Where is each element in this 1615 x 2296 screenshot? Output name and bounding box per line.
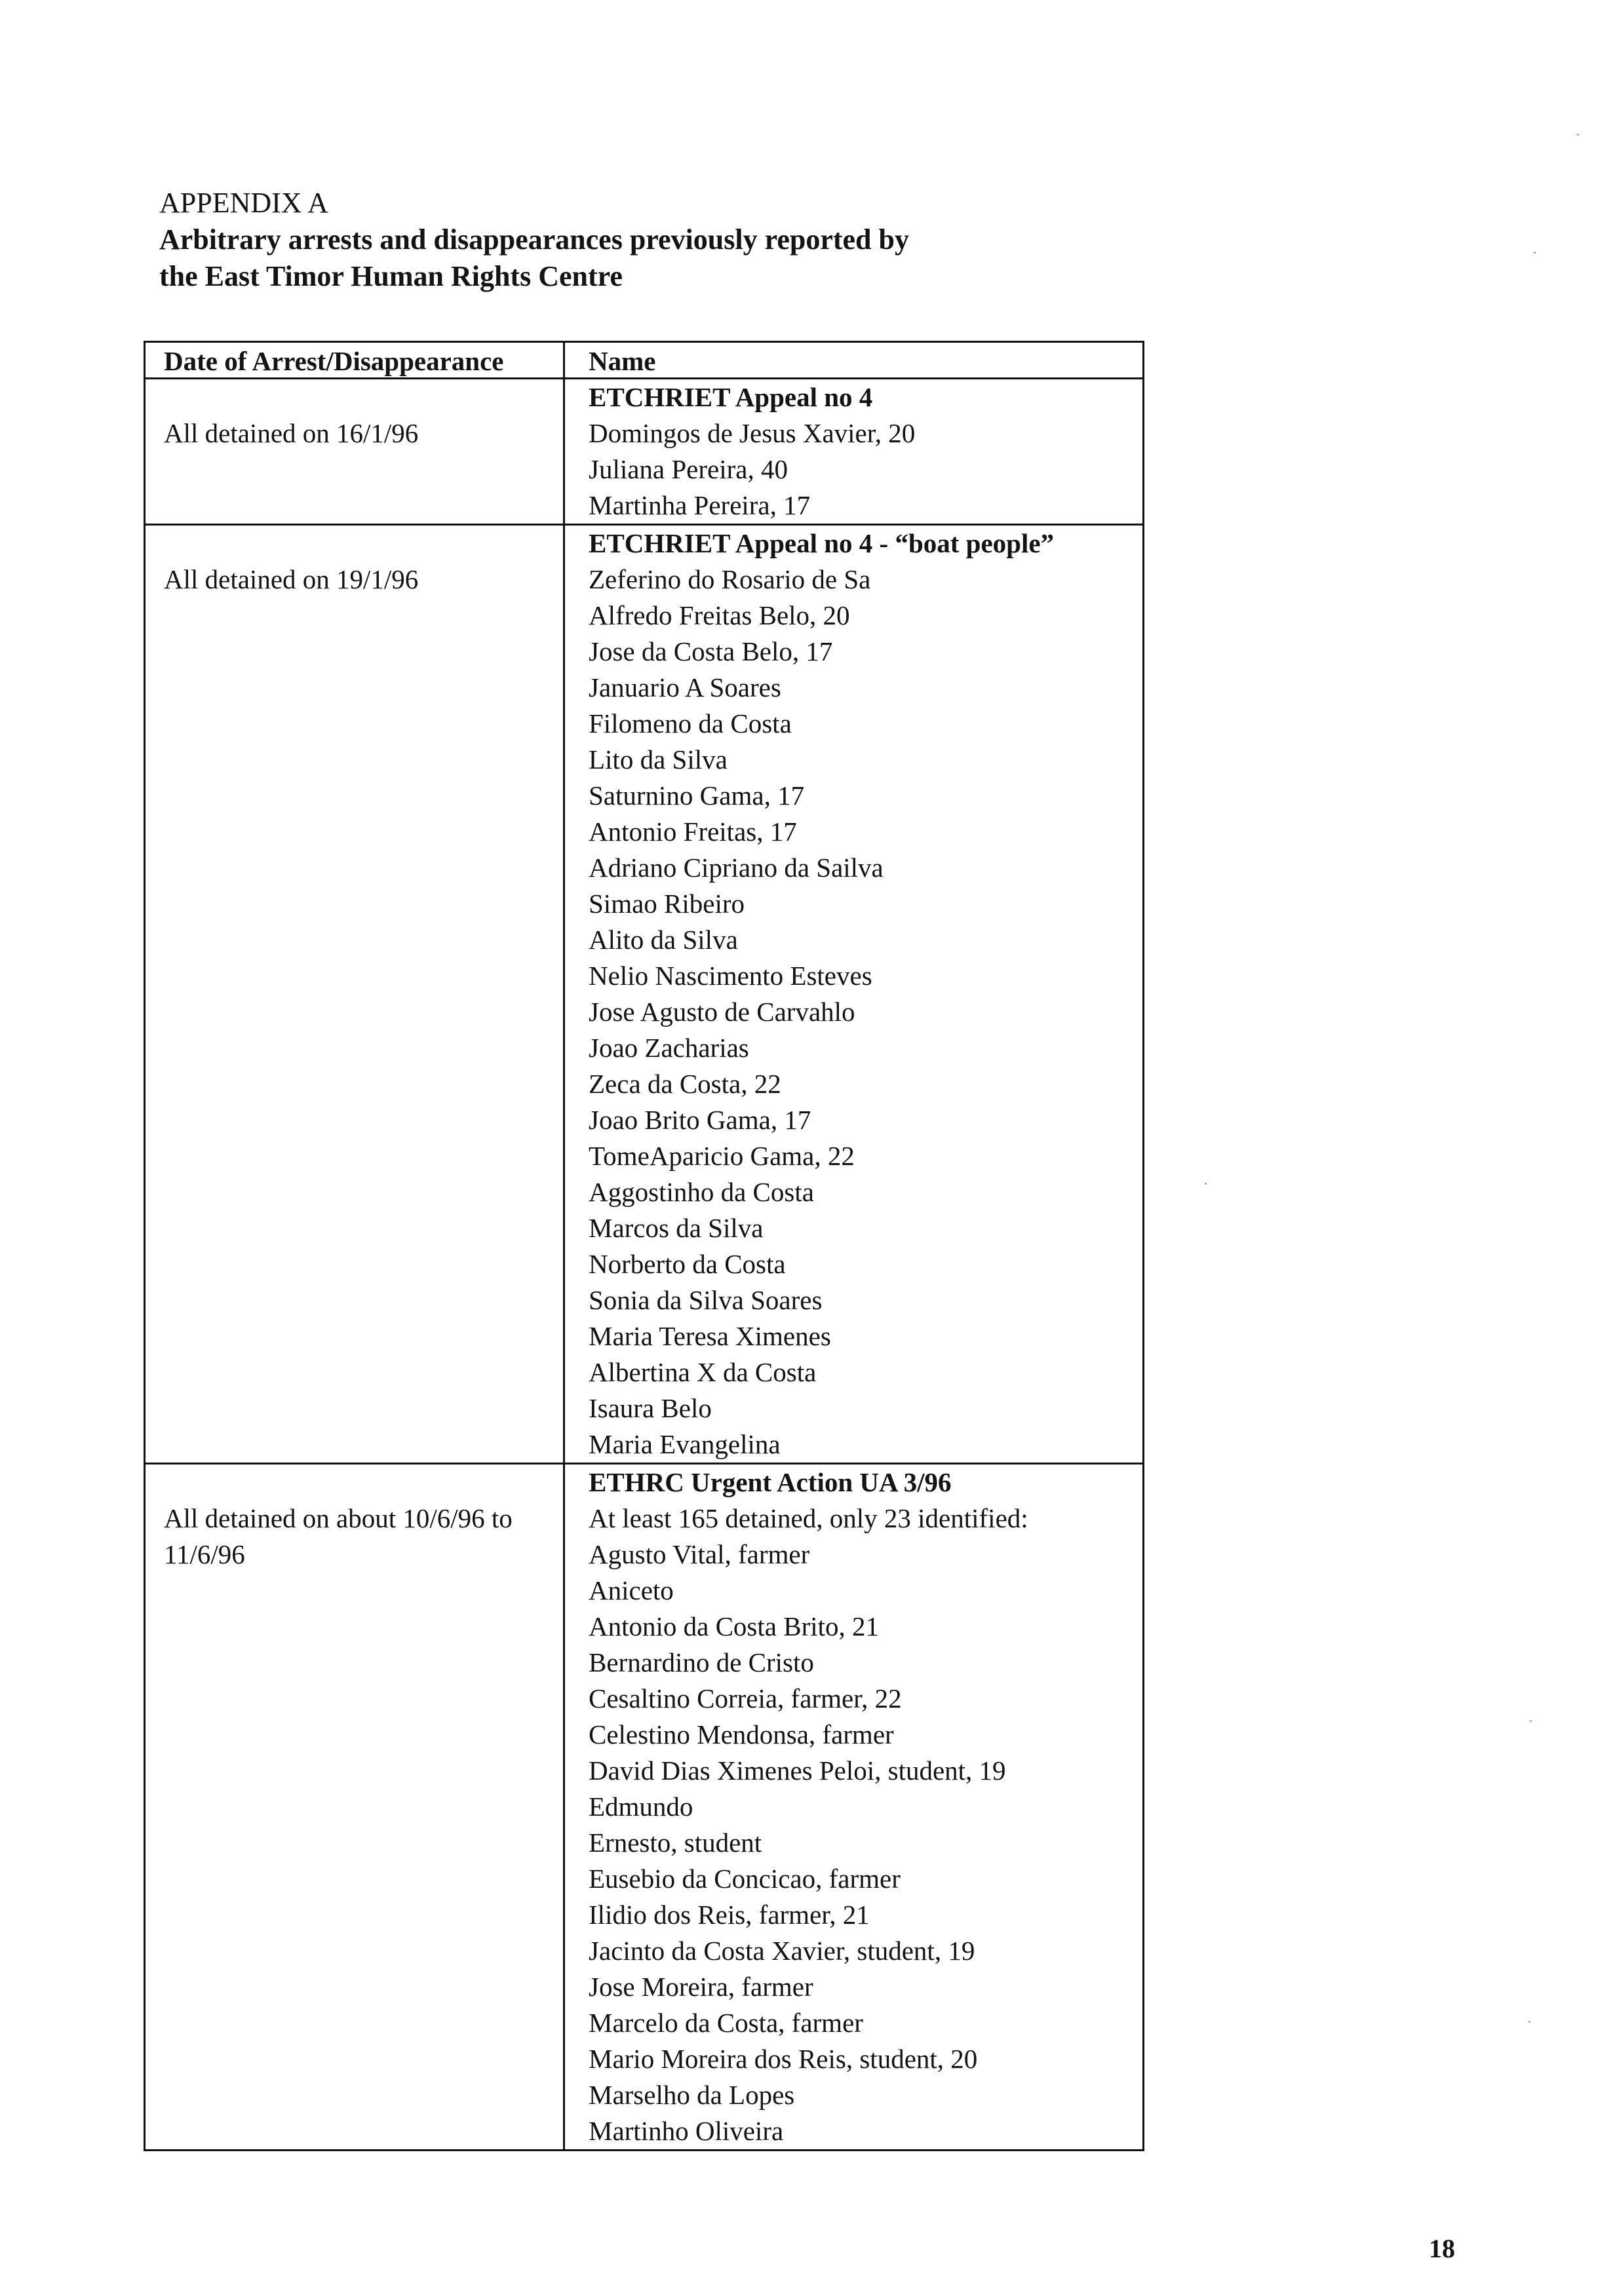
detainee-name: Celestino Mendonsa, farmer xyxy=(589,1719,894,1750)
appendix-label: APPENDIX A xyxy=(159,187,328,219)
arrests-table xyxy=(144,341,1144,2151)
detainee-name: Eusebio da Concicao, farmer xyxy=(589,1864,901,1894)
detainee-name: Mario Moreira dos Reis, student, 20 xyxy=(589,2044,978,2074)
detainee-name: TomeAparicio Gama, 22 xyxy=(589,1141,855,1171)
appeal-title: ETCHRIET Appeal no 4 xyxy=(589,382,873,412)
arrest-date-cell: All detained on 16/1/96 xyxy=(146,379,565,524)
detainee-name: Antonio da Costa Brito, 21 xyxy=(589,1611,880,1641)
detainee-name: Alito da Silva xyxy=(589,925,738,955)
detainee-name: Jacinto da Costa Xavier, student, 19 xyxy=(589,1936,975,1966)
detainee-name: Domingos de Jesus Xavier, 20 xyxy=(589,418,916,448)
name-column-header: Name xyxy=(589,346,656,376)
detainee-name: Edmundo xyxy=(589,1791,693,1822)
appeal-title: ETCHRIET Appeal no 4 - “boat people” xyxy=(589,528,1055,558)
table-row xyxy=(146,1464,1142,2149)
appendix-title-line-2: the East Timor Human Rights Centre xyxy=(159,260,623,292)
scan-speck xyxy=(1528,2021,1530,2023)
detainee-name: Zeferino do Rosario de Sa xyxy=(589,564,871,594)
date-column-header: Date of Arrest/Disappearance xyxy=(146,343,565,377)
detainee-name: Marcelo da Costa, farmer xyxy=(589,2008,863,2038)
names-cell xyxy=(565,1464,1142,2149)
table-row xyxy=(146,379,1142,526)
detainee-name: Maria Evangelina xyxy=(589,1429,781,1459)
detainee-name: Aggostinho da Costa xyxy=(589,1177,814,1207)
detainee-name: Alfredo Freitas Belo, 20 xyxy=(589,600,850,630)
detainee-name: Jose Moreira, farmer xyxy=(589,1972,813,2002)
arrest-date-cell: All detained on about 10/6/96 to 11/6/96 xyxy=(146,1464,565,2149)
page-number: 18 xyxy=(1429,2234,1455,2263)
detainee-name: Marcos da Silva xyxy=(589,1213,764,1243)
detainee-name: Antonio Freitas, 17 xyxy=(589,816,797,847)
detainee-name: Norberto da Costa xyxy=(589,1249,786,1279)
scan-speck xyxy=(1530,1720,1532,1722)
detainee-name: Maria Teresa Ximenes xyxy=(589,1321,831,1351)
detainee-name: Jose da Costa Belo, 17 xyxy=(589,636,833,666)
detainee-name: Marselho da Lopes xyxy=(589,2080,795,2110)
detainee-name: Joao Zacharias xyxy=(589,1033,749,1063)
detainee-name: Jose Agusto de Carvahlo xyxy=(589,997,855,1027)
detainee-name: Ernesto, student xyxy=(589,1827,762,1858)
names-cell xyxy=(565,379,1142,524)
detainee-name: Ilidio dos Reis, farmer, 21 xyxy=(589,1900,870,1930)
detainee-name: Sonia da Silva Soares xyxy=(589,1285,823,1315)
detainee-name: Martinho Oliveira xyxy=(589,2116,784,2146)
detainee-name: Joao Brito Gama, 17 xyxy=(589,1105,811,1135)
detainee-name: Adriano Cipriano da Sailva xyxy=(589,852,884,883)
detainee-name: David Dias Ximenes Peloi, student, 19 xyxy=(589,1755,1006,1786)
detainee-name: Filomeno da Costa xyxy=(589,708,792,738)
detainee-name: Aniceto xyxy=(589,1575,674,1605)
table-row xyxy=(146,526,1142,1464)
detainee-name: Cesaltino Correia, farmer, 22 xyxy=(589,1683,902,1713)
detainee-name: At least 165 detained, only 23 identified: xyxy=(589,1503,1028,1533)
detainee-name: Simao Ribeiro xyxy=(589,889,745,919)
detainee-name: Nelio Nascimento Esteves xyxy=(589,961,872,991)
appendix-title-line-1: Arbitrary arrests and disappearances previously reported by xyxy=(159,223,909,256)
scan-speck xyxy=(1577,134,1579,136)
detainee-name: Agusto Vital, farmer xyxy=(589,1539,810,1569)
scan-speck xyxy=(1534,252,1536,254)
detainee-name: Januario A Soares xyxy=(589,672,781,702)
appeal-title: ETHRC Urgent Action UA 3/96 xyxy=(589,1467,952,1497)
names-cell xyxy=(565,526,1142,1463)
detainee-name: Martinha Pereira, 17 xyxy=(589,490,811,520)
appendix-heading xyxy=(159,185,909,295)
detainee-name: Lito da Silva xyxy=(589,744,728,775)
scan-speck xyxy=(1205,1183,1207,1185)
detainee-name: Albertina X da Costa xyxy=(589,1357,817,1387)
table-header-row xyxy=(146,343,1142,379)
detainee-name: Juliana Pereira, 40 xyxy=(589,454,788,484)
arrest-date-cell: All detained on 19/1/96 xyxy=(146,526,565,1463)
detainee-name: Zeca da Costa, 22 xyxy=(589,1069,781,1099)
table-body xyxy=(146,379,1142,2149)
detainee-name: Bernardino de Cristo xyxy=(589,1647,814,1677)
detainee-name: Isaura Belo xyxy=(589,1393,712,1423)
detainee-name: Saturnino Gama, 17 xyxy=(589,780,805,811)
